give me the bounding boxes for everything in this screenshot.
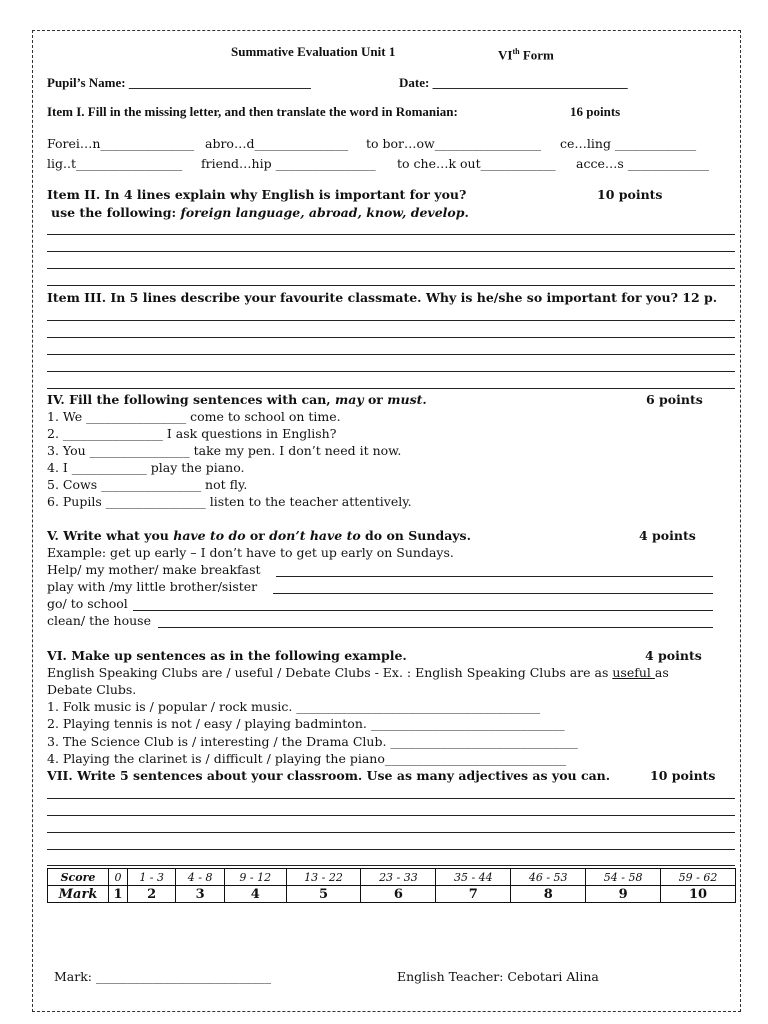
teacher-name: English Teacher: Cebotari Alina	[397, 969, 599, 984]
answer-line[interactable]	[47, 388, 735, 389]
answer-line[interactable]	[47, 371, 735, 372]
mark-cell: 4	[224, 886, 286, 903]
item6-example-cont: Debate Clubs.	[47, 682, 137, 697]
score-label: Score	[48, 869, 109, 886]
item4-sentence[interactable]: 6. Pupils ________________ listen to the teacher attentively.	[47, 494, 412, 509]
item7-title: VII. Write 5 sentences about your classroom. Use as many adjectives as you can.	[47, 768, 611, 783]
item1-word[interactable]: ce…ling _____________	[560, 136, 697, 151]
item6-sentence[interactable]: 4. Playing the clarinet is / difficult / playing the piano_____________________________	[47, 751, 567, 766]
mark-cell: 7	[436, 886, 511, 903]
item1-word[interactable]: friend…hip ________________	[201, 156, 376, 171]
item2-points: 10 points	[597, 187, 663, 202]
answer-line[interactable]	[276, 576, 713, 577]
answer-line[interactable]	[47, 337, 735, 338]
item1-word[interactable]: abro…d_______________	[205, 136, 349, 151]
answer-line[interactable]	[273, 593, 713, 594]
item4-sentence[interactable]: 2. ________________ I ask questions in English?	[47, 426, 337, 441]
mark-cell: 9	[586, 886, 661, 903]
score-cell: 59 - 62	[661, 869, 736, 886]
item5-prompt: Help/ my mother/ make breakfast	[47, 562, 261, 577]
item1-word[interactable]: acce…s _____________	[576, 156, 709, 171]
mark-cell: 6	[361, 886, 436, 903]
score-cell: 4 - 8	[176, 869, 224, 886]
mark-cell: 3	[176, 886, 224, 903]
item6-sentence[interactable]: 2. Playing tennis is not / easy / playing badminton. _______________________________	[47, 716, 565, 731]
page-title: Summative Evaluation Unit 1	[231, 44, 396, 59]
answer-line[interactable]	[47, 832, 735, 833]
answer-line[interactable]	[47, 234, 735, 235]
answer-line[interactable]	[47, 865, 735, 866]
score-cell: 35 - 44	[436, 869, 511, 886]
item5-example: Example: get up early – I don’t have to get up early on Sundays.	[47, 545, 454, 560]
item7-points: 10 points	[650, 768, 716, 783]
score-cell: 46 - 53	[511, 869, 586, 886]
form-label: VIth Form	[498, 47, 554, 63]
score-cell: 1 - 3	[127, 869, 175, 886]
mark-cell: 2	[127, 886, 175, 903]
item6-sentence[interactable]: 3. The Science Club is / interesting / the Drama Club. ______________________________	[47, 734, 578, 749]
answer-line[interactable]	[47, 268, 735, 269]
score-cell: 13 - 22	[286, 869, 361, 886]
item1-word[interactable]: lig..t_________________	[47, 156, 183, 171]
item1-points: 16 points	[570, 104, 621, 119]
final-mark-field[interactable]: Mark: ____________________________	[54, 969, 271, 984]
item5-points: 4 points	[639, 528, 696, 543]
item6-example: English Speaking Clubs are / useful / Debate Clubs - Ex. : English Speaking Clubs are as useful as	[47, 665, 669, 680]
item3-title: Item III. In 5 lines describe your favourite classmate. Why is he/she so important for you? 12 p.	[47, 290, 718, 305]
mark-cell: 5	[286, 886, 361, 903]
item4-sentence[interactable]: 4. I ____________ play the piano.	[47, 460, 245, 475]
mark-cell: 8	[511, 886, 586, 903]
answer-line[interactable]	[47, 798, 735, 799]
item5-prompt: clean/ the house	[47, 613, 151, 628]
answer-line[interactable]	[47, 251, 735, 252]
item1-word[interactable]: Forei…n_______________	[47, 136, 195, 151]
item6-title: VI. Make up sentences as in the following example.	[47, 648, 407, 663]
score-cell: 0	[109, 869, 128, 886]
score-cell: 54 - 58	[586, 869, 661, 886]
score-row	[48, 869, 736, 886]
answer-line[interactable]	[47, 849, 735, 850]
item6-points: 4 points	[645, 648, 702, 663]
answer-line[interactable]	[133, 610, 713, 611]
mark-cell: 10	[661, 886, 736, 903]
item5-prompt: play with /my little brother/sister	[47, 579, 258, 594]
pupil-name-field[interactable]: Pupil’s Name: ____________________________	[47, 75, 311, 90]
item4-sentence[interactable]: 1. We ________________ come to school on time.	[47, 409, 341, 424]
mark-row	[48, 886, 736, 903]
item2-title: Item II. In 4 lines explain why English is important for you?	[47, 187, 467, 202]
answer-line[interactable]	[158, 627, 713, 628]
item4-sentence[interactable]: 5. Cows ________________ not fly.	[47, 477, 248, 492]
date-field[interactable]: Date: ______________________________	[399, 75, 628, 90]
mark-label: Mark	[48, 886, 109, 903]
score-cell: 9 - 12	[224, 869, 286, 886]
item4-points: 6 points	[646, 392, 703, 407]
item6-sentence[interactable]: 1. Folk music is / popular / rock music. _______________________________________	[47, 699, 541, 714]
score-mark-table	[47, 868, 736, 903]
item4-title: IV. Fill the following sentences with can, may or must.	[47, 392, 427, 407]
answer-line[interactable]	[47, 354, 735, 355]
item1-title: Item I. Fill in the missing letter, and then translate the word in Romanian:	[47, 104, 458, 119]
answer-line[interactable]	[47, 320, 735, 321]
item2-use-words: use the following: foreign language, abroad, know, develop.	[51, 205, 469, 220]
item5-title: V. Write what you have to do or don’t have to do on Sundays.	[47, 528, 471, 543]
score-cell: 23 - 33	[361, 869, 436, 886]
item1-word[interactable]: to bor…ow_________________	[366, 136, 541, 151]
mark-cell: 1	[109, 886, 128, 903]
answer-line[interactable]	[47, 815, 735, 816]
item5-prompt: go/ to school	[47, 596, 128, 611]
answer-line[interactable]	[47, 285, 735, 286]
item1-word[interactable]: to che…k out____________	[397, 156, 556, 171]
item4-sentence[interactable]: 3. You ________________ take my pen. I don’t need it now.	[47, 443, 402, 458]
